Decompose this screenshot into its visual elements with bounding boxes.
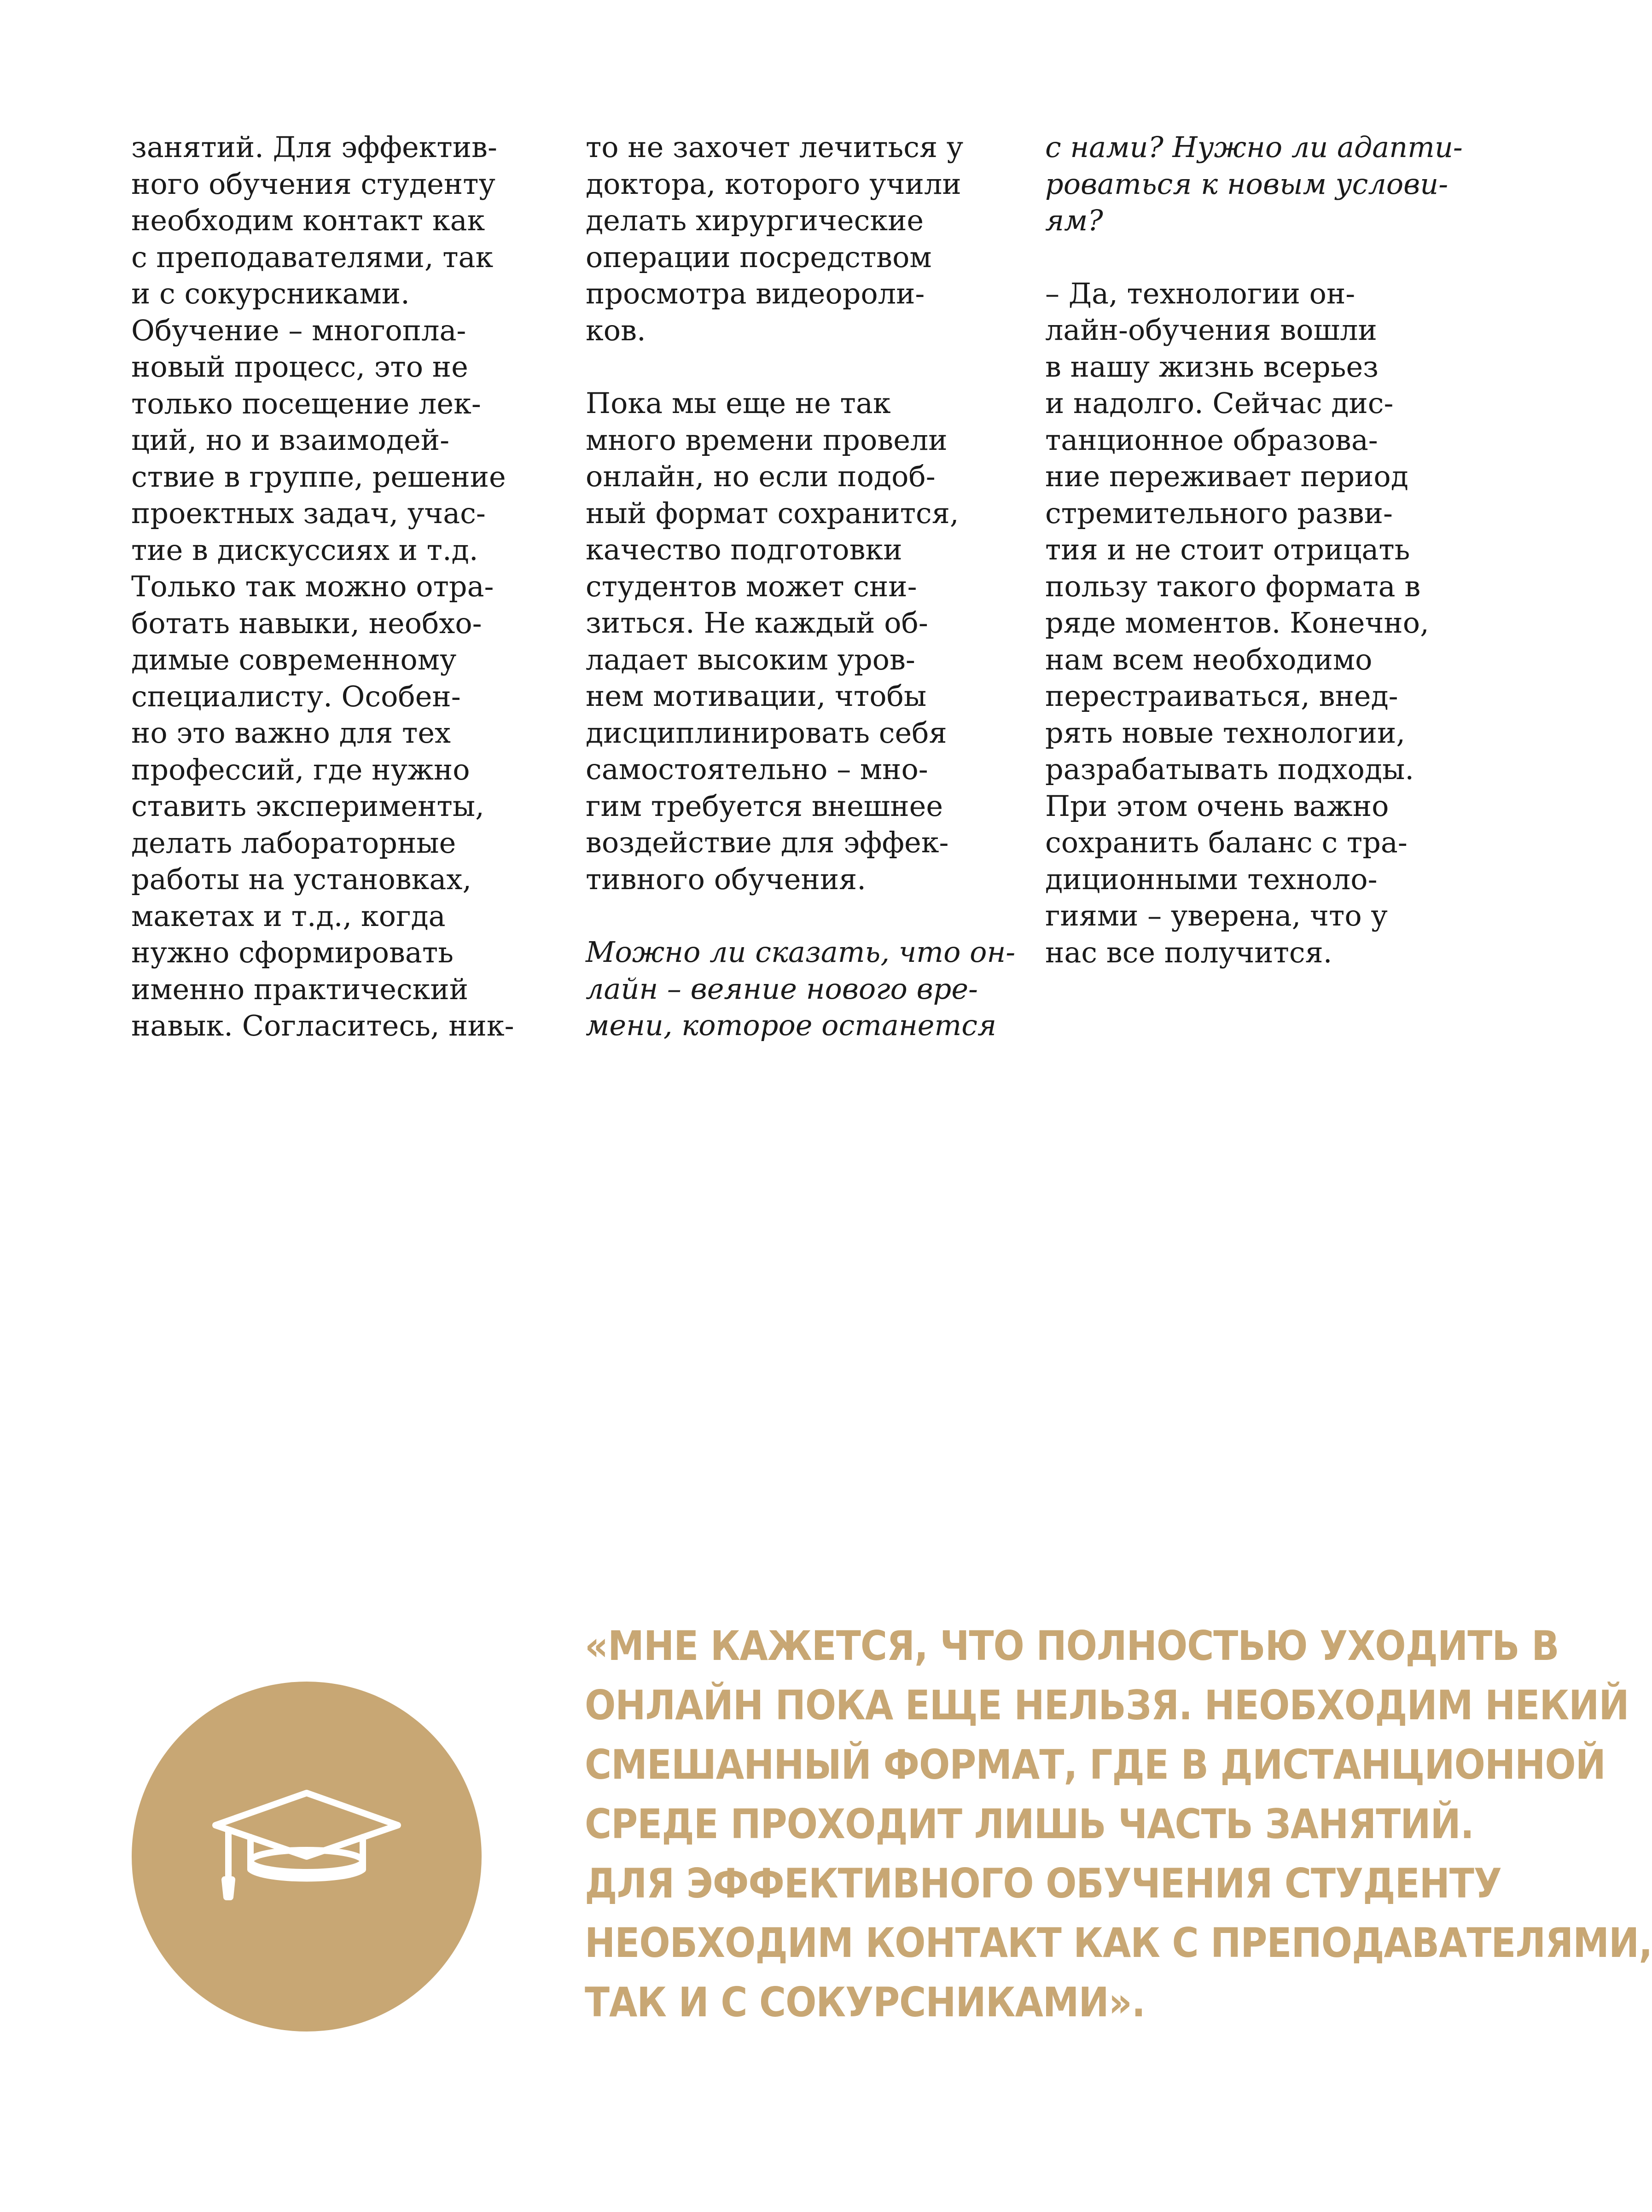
text-line: Только так можно отра-: [131, 570, 494, 603]
text-line: проектных задач, учас-: [131, 496, 486, 530]
quote-line: СМЕШАННЫЙ ФОРМАТ, ГДЕ В ДИСТАНЦИОННОЙ: [585, 1741, 1605, 1788]
text-line: нем мотивации, чтобы: [586, 679, 927, 713]
text-line: с нами? Нужно ли адапти-: [1045, 130, 1463, 164]
text-line: ние переживает период: [1045, 460, 1408, 493]
interview-question: [1045, 129, 1463, 239]
text-line: – Да, технологии он-: [1045, 276, 1355, 310]
text-line: то не захочет лечиться у: [586, 130, 964, 164]
text-line: дисциплинировать себя: [586, 716, 947, 750]
text-line: перестраиваться, внед-: [1045, 679, 1398, 713]
text-line: ряде моментов. Конечно,: [1045, 606, 1429, 640]
text-line: ставить эксперименты,: [131, 789, 484, 823]
text-line: Можно ли сказать, что он-: [586, 935, 1016, 969]
text-line: лайн – веяние нового вре-: [586, 972, 978, 1006]
text-line: танционное образова-: [1045, 423, 1378, 457]
text-line: доктора, которого учили: [586, 167, 961, 201]
text-line: ного обучения студенту: [131, 167, 495, 201]
text-line: ладает высоким уров-: [586, 642, 915, 676]
text-line: тия и не стоит отрицать: [1045, 533, 1410, 566]
text-line: делать хирургические: [586, 204, 924, 237]
article-column-2: [586, 129, 1016, 1044]
text-line: профессий, где нужно: [131, 752, 470, 786]
text-line: воздействие для эффек-: [586, 826, 949, 859]
text-line: ям?: [1045, 204, 1103, 237]
text-line: роваться к новым услови-: [1045, 167, 1448, 201]
interview-question: [586, 934, 1016, 1044]
quote-line: СРЕДЕ ПРОХОДИТ ЛИШЬ ЧАСТЬ ЗАНЯТИЙ.: [585, 1800, 1474, 1848]
body-paragraph: [586, 385, 977, 897]
text-line: в нашу жизнь всерьез: [1045, 349, 1379, 384]
text-line: нужно сформировать: [131, 936, 454, 969]
text-line: макетах и т.д., когда: [131, 899, 446, 933]
text-line: делать лабораторные: [131, 826, 456, 860]
graduation-cap-icon: [210, 1787, 403, 1907]
text-line: самостоятельно – мно-: [586, 752, 928, 786]
article-column-3: [1045, 129, 1463, 971]
body-paragraph: [131, 129, 523, 1044]
text-line: ствие в группе, решение: [131, 460, 506, 494]
text-line: ций, но и взаимодей-: [131, 423, 450, 457]
text-line: рять новые технологии,: [1045, 716, 1406, 750]
text-line: тивного обучения.: [586, 862, 866, 896]
text-line: ботать навыки, необхо-: [131, 606, 482, 640]
text-line: занятий. Для эффектив-: [131, 130, 497, 164]
quote-line: НЕОБХОДИМ КОНТАКТ КАК С ПРЕПОДАВАТЕЛЯМИ,: [585, 1919, 1652, 1967]
text-line: нас все получится.: [1045, 935, 1332, 969]
text-line: много времени провели: [586, 423, 948, 457]
text-line: ков.: [586, 313, 646, 347]
text-line: именно практический: [131, 972, 469, 1006]
text-line: работы на установках,: [131, 862, 472, 896]
text-line: димые современному: [131, 643, 457, 676]
text-line: диционными техноло-: [1045, 862, 1378, 896]
quote-line: ОНЛАЙН ПОКА ЕЩЕ НЕЛЬЗЯ. НЕОБХОДИМ НЕКИЙ: [585, 1682, 1629, 1729]
text-line: Пока мы еще не так: [586, 386, 891, 420]
text-line: зиться. Не каждый об-: [586, 606, 928, 640]
text-line: новый процесс, это не: [131, 350, 468, 384]
text-line: онлайн, но если подоб-: [586, 460, 936, 493]
pull-quote: [585, 1616, 1652, 2032]
interview-answer: [1045, 275, 1437, 971]
text-line: нам всем необходимо: [1045, 642, 1373, 676]
text-line: качество подготовки: [586, 533, 902, 566]
text-line: тие в дискуссиях и т.д.: [131, 533, 478, 567]
text-line: мени, которое останется: [586, 1008, 997, 1042]
quote-badge: [132, 1682, 482, 2032]
text-line: навык. Согласитесь, ник-: [131, 1009, 514, 1042]
text-line: лайн-обучения вошли: [1045, 313, 1377, 347]
article-column-1: [131, 129, 523, 1044]
text-line: просмотра видеороли-: [586, 277, 925, 310]
text-line: и с сокурсниками.: [131, 277, 410, 310]
text-line: студентов может сни-: [586, 569, 917, 603]
text-line: ный формат сохранится,: [586, 496, 959, 530]
quote-line: ТАК И С СОКУРСНИКАМИ».: [585, 1979, 1146, 2026]
text-line: только посещение лек-: [131, 386, 481, 420]
text-line: и надолго. Сейчас дис-: [1045, 386, 1394, 420]
text-line: гим требуется внешнее: [586, 789, 943, 823]
text-line: При этом очень важно: [1045, 789, 1389, 823]
text-line: необходим контакт как: [131, 204, 485, 237]
text-line: стремительного разви-: [1045, 496, 1393, 530]
text-line: но это важно для тех: [131, 716, 451, 750]
text-line: операции посредством: [586, 240, 932, 274]
body-paragraph: [586, 129, 977, 349]
text-line: пользу такого формата в: [1045, 569, 1421, 603]
text-line: сохранить баланс с тра-: [1045, 826, 1408, 859]
quote-line: «МНЕ КАЖЕТСЯ, ЧТО ПОЛНОСТЬЮ УХОДИТЬ В: [585, 1622, 1559, 1670]
text-line: Обучение – многопла-: [131, 313, 466, 347]
text-line: специалисту. Особен-: [131, 679, 461, 713]
quote-line: ДЛЯ ЭФФЕКТИВНОГО ОБУЧЕНИЯ СТУДЕНТУ: [585, 1860, 1501, 1907]
text-line: с преподавателями, так: [131, 240, 494, 274]
text-line: разрабатывать подходы.: [1045, 752, 1414, 786]
text-line: гиями – уверена, что у: [1045, 899, 1388, 932]
